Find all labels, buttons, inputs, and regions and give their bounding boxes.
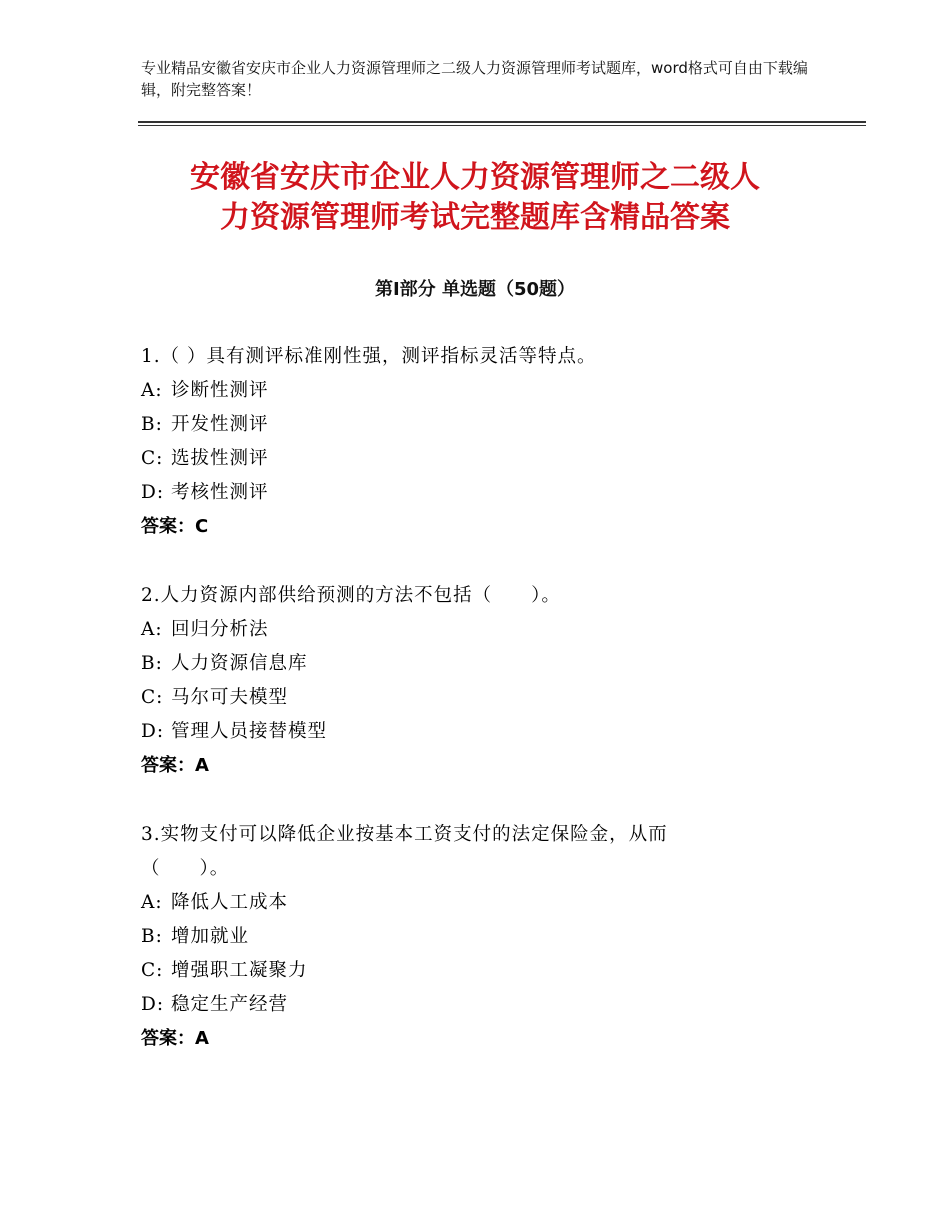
option-d bbox=[141, 988, 741, 1022]
answer: 答案：C bbox=[141, 516, 209, 537]
option-d bbox=[141, 476, 841, 510]
option-b bbox=[141, 920, 741, 954]
section-title: 第Ⅰ部分 单选题（50题） bbox=[374, 279, 575, 300]
title-line-1: 安徽省安庆市企业人力资源管理师之二级人 bbox=[190, 160, 760, 195]
option-d bbox=[141, 715, 841, 749]
option-key: C: bbox=[141, 687, 164, 708]
option-text: 稳定生产经营 bbox=[171, 994, 289, 1015]
option-text: 人力资源信息库 bbox=[171, 653, 308, 674]
header-divider bbox=[138, 121, 866, 123]
option-a bbox=[141, 886, 741, 920]
option-text: 诊断性测评 bbox=[171, 380, 269, 401]
option-text: 降低人工成本 bbox=[171, 892, 289, 913]
option-b bbox=[141, 647, 841, 681]
header-divider-thin bbox=[138, 125, 866, 126]
option-text: 管理人员接替模型 bbox=[171, 721, 328, 742]
option-key: C: bbox=[141, 960, 164, 981]
option-text: 马尔可夫模型 bbox=[171, 687, 289, 708]
option-b bbox=[141, 408, 841, 442]
answer: 答案：A bbox=[141, 755, 209, 776]
option-text: 回归分析法 bbox=[171, 619, 269, 640]
title-line-2: 力资源管理师考试完整题库含精品答案 bbox=[220, 200, 730, 235]
option-key: A: bbox=[141, 380, 163, 401]
option-key: A: bbox=[141, 892, 163, 913]
option-text: 开发性测评 bbox=[171, 414, 269, 435]
option-c bbox=[141, 954, 741, 988]
option-key: A: bbox=[141, 619, 163, 640]
header-note: 专业精品安徽省安庆市企业人力资源管理师之二级人力资源管理师考试题库，word格式可自由下载编辑，附完整答案！ bbox=[141, 59, 808, 99]
option-key: D: bbox=[141, 482, 165, 503]
option-key: D: bbox=[141, 721, 165, 742]
answer: 答案：A bbox=[141, 1028, 209, 1049]
option-text: 选拔性测评 bbox=[171, 448, 269, 469]
option-key: B: bbox=[141, 926, 163, 947]
option-c bbox=[141, 442, 841, 476]
option-c bbox=[141, 681, 841, 715]
question-stem: 3.实物支付可以降低企业按基本工资支付的法定保险金，从而（ ）。 bbox=[141, 824, 668, 879]
option-text: 考核性测评 bbox=[171, 482, 269, 503]
question-stem: 1.（ ）具有测评标准刚性强，测评指标灵活等特点。 bbox=[141, 346, 597, 367]
option-key: B: bbox=[141, 414, 163, 435]
option-key: C: bbox=[141, 448, 164, 469]
question-2 bbox=[141, 579, 841, 783]
option-text: 增强职工凝聚力 bbox=[171, 960, 308, 981]
question-stem: 2.人力资源内部供给预测的方法不包括（ ）。 bbox=[141, 585, 561, 606]
option-key: D: bbox=[141, 994, 165, 1015]
document-title bbox=[100, 158, 850, 238]
question-3 bbox=[141, 818, 741, 1056]
option-a bbox=[141, 374, 841, 408]
question-1 bbox=[141, 340, 841, 544]
option-key: B: bbox=[141, 653, 163, 674]
option-a bbox=[141, 613, 841, 647]
option-text: 增加就业 bbox=[171, 926, 250, 947]
